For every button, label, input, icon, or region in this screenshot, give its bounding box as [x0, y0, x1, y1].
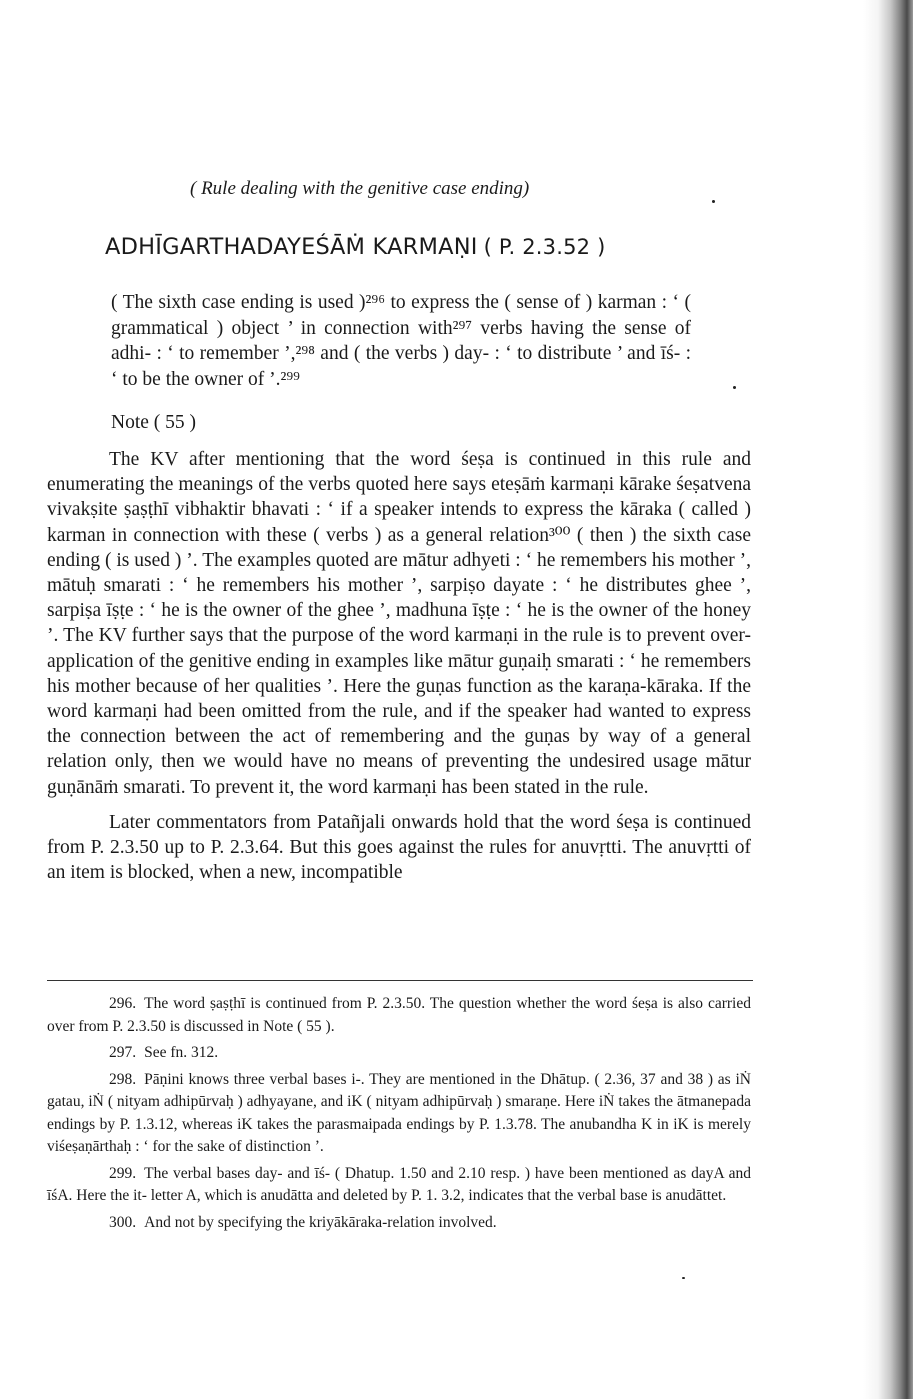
scan-speck — [712, 200, 715, 203]
paragraph: Later commentators from Patañjali onwards hold that the word śeṣa is continued from P. 2.3.50 up to P. 2.3.64. But this goes against the rules for anuvṛtti. The anuvṛtti of an item is blocked, when a new, incompatible — [47, 811, 751, 884]
footnotes — [47, 993, 751, 1238]
footnote-text: And not by specifying the kriyākāraka-relation involved. — [144, 1213, 497, 1231]
footnote-300 — [47, 1212, 751, 1235]
section-subtitle: ( Rule dealing with the genitive case ending) — [190, 178, 530, 199]
translation-text: ( The sixth case ending is used )²⁹⁶ to express the ( sense of ) karman : ‘ ( grammatical ) object ’ in connection with²⁹⁷ verbs having the sense of adhi- : ‘ to remember ’,²⁹⁸ and ( the verbs ) day- : ‘ to distribute ’ and īś- : ‘ to be the owner of ’.²⁹⁹ — [111, 292, 691, 390]
footnote-text: The verbal bases day- and īś- ( Dhatup. 1.50 and 2.10 resp. ) have been mentioned as dayA and īśA. Here the it- letter A, which is anudātta and deleted by P. 1. 3.2, indicates that the verbal base is anudāttet. — [47, 1164, 751, 1204]
paragraph: The KV after mentioning that the word śeṣa is continued in this rule and enumerating the meanings of the verbs quoted here says eteṣāṁ karmaṇi kārake śeṣatvena vivakṣite ṣaṣṭhī vibhaktir bhavati : ‘ if a speaker intends to express the kāraka ( called ) karman in connection with these ( verbs ) as a general relation³⁰⁰ ( then ) the sixth case ending ( is used ) ’. The examples quoted are mātur adhyeti : ‘ he remembers his mother ’, mātuḥ smarati : ‘ he remembers his mother ’, sarpiṣo dayate : ‘ he distributes ghee ’, sarpiṣa īṣṭe : ‘ he is the owner of the ghee ’, madhuna īṣṭe : ‘ he is the owner of the honey ’. The KV further says that the purpose of the word karmaṇi in the rule is to prevent over-application of the genitive ending in examples like mātur guṇaiḥ smarati : ‘ he remembers his mother because of her qualities ’. Here the guṇas function as the karaṇa-kāraka. If the word karmaṇi had been omitted from the rule, and if the speaker had wanted to express the connection between the act of remembering and the guṇas by way of a general relation only, then we would have no means of preventing the undesired usage mātur guṇānāṁ smarati. To prevent it, the word karmaṇi has been stated in the rule. — [47, 449, 751, 798]
footnote-298 — [47, 1069, 751, 1159]
book-binding-edge — [863, 0, 913, 1399]
footnote-number: 296. — [109, 995, 137, 1012]
footnote-297 — [47, 1042, 751, 1065]
rule-translation — [111, 290, 691, 392]
note-body — [47, 447, 751, 885]
footnote-text: The word ṣaṣṭhī is continued from P. 2.3.50. The question whether the word śeṣa is also carried over from P. 2.3.50 is discussed in Note ( 55 ). — [47, 995, 751, 1035]
footnote-text: See fn. 312. — [144, 1044, 219, 1061]
footnote-divider — [47, 980, 753, 981]
footnote-text: Pāṇini knows three verbal bases i-. They are mentioned in the Dhātup. ( 2.36, 37 and 38 ) as iṄ gatau, iṄ ( nityam adhipūrvaḥ ) adhyayane, and iK ( nityam adhipūrvaḥ ) smaraṇe. Here iṄ takes the ātmanepada endings by P. 1.3.12, whereas iK takes the parasmaipada endings by P. 1.3.78. The anubandha K in iK is merely viśeṣaṇārthaḥ : ‘ for the sake of distinction ’. — [47, 1070, 751, 1155]
scan-speck — [682, 1277, 685, 1279]
rule-heading — [105, 234, 705, 260]
footnote-number: 299. — [109, 1164, 137, 1182]
note-heading: Note ( 55 ) — [111, 412, 197, 433]
footnote-number: 297. — [109, 1044, 137, 1061]
footnote-number: 298. — [109, 1070, 137, 1088]
scan-speck — [733, 386, 736, 389]
footnote-number: 300. — [109, 1213, 137, 1231]
rule-name: ADHĪGARTHADAYEŚĀṀ KARMAṆI — [105, 234, 478, 260]
footnote-296 — [47, 993, 751, 1038]
footnote-299 — [47, 1163, 751, 1208]
rule-reference: ( P. 2.3.52 ) — [483, 235, 606, 259]
